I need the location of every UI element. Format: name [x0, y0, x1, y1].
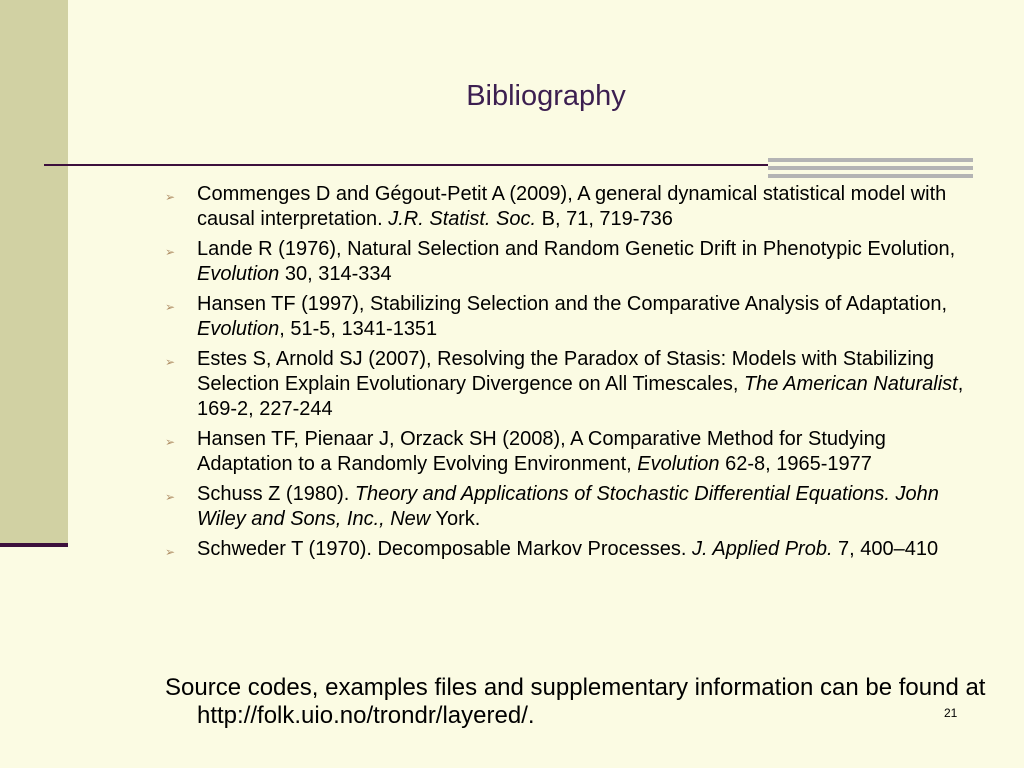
reference-item — [165, 347, 965, 422]
reference-volume: 62-8, 1965-1977 — [719, 453, 872, 475]
arrow-bullet-icon: ➢ — [165, 300, 176, 314]
reference-text: Schweder T (1970). Decomposable Markov Processes. — [197, 538, 693, 560]
title-divider-line — [44, 164, 768, 166]
arrow-bullet-icon: ➢ — [165, 190, 176, 204]
reference-journal: Theory and Applications of Stochastic Differential Equations. John Wiley and Sons, Inc., New — [197, 483, 939, 530]
reference-item — [165, 182, 965, 232]
reference-volume: 7, 400–410 — [832, 538, 939, 560]
reference-volume: , 51-5, 1341-1351 — [279, 318, 438, 340]
left-decorative-band — [0, 0, 68, 546]
reference-text: Lande R (1976), Natural Selection and Random Genetic Drift in Phenotypic Evolution, — [197, 238, 956, 260]
arrow-bullet-icon: ➢ — [165, 355, 176, 369]
reference-journal: Evolution — [197, 318, 280, 340]
reference-volume: , 169-2, 227-244 — [197, 373, 964, 420]
reference-volume: B, 71, 719-736 — [536, 208, 673, 230]
arrow-bullet-icon: ➢ — [165, 245, 176, 259]
reference-text: Estes S, Arnold SJ (2007), Resolving the Paradox of Stasis: Models with Stabilizing Selection Explain Evolutionary Divergence on All Timescales, — [197, 348, 935, 395]
reference-journal: J. Applied Prob. — [692, 538, 833, 560]
slide-title: Bibliography — [466, 80, 626, 112]
reference-volume: York. — [430, 508, 481, 530]
reference-text: Hansen TF, Pienaar J, Orzack SH (2008), A Comparative Method for Studying Adaptation to a Randomly Evolving Environment, — [197, 428, 886, 475]
reference-list — [165, 182, 965, 567]
arrow-bullet-icon: ➢ — [165, 490, 176, 504]
reference-item — [165, 482, 965, 532]
reference-journal: J.R. Statist. Soc. — [388, 208, 537, 230]
reference-journal: Evolution — [197, 263, 280, 285]
reference-text: Commenges D and Gégout-Petit A (2009), A general dynamical statistical model with causal interpretation. — [197, 183, 947, 230]
reference-volume: 30, 314-334 — [279, 263, 392, 285]
reference-text: Hansen TF (1997), Stabilizing Selection and the Comparative Analysis of Adaptation, — [197, 293, 948, 315]
reference-item — [165, 237, 965, 287]
title-divider-stripes — [768, 158, 973, 178]
arrow-bullet-icon: ➢ — [165, 435, 176, 449]
reference-text: Schuss Z (1980). — [197, 483, 355, 505]
source-code-note: Source codes, examples files and supplementary information can be found at http://folk.uio.no/trondr/layered/. — [165, 674, 986, 729]
reference-item — [165, 537, 965, 562]
reference-journal: Evolution — [637, 453, 720, 475]
page-number: 21 — [944, 706, 958, 720]
reference-journal: The American Naturalist — [743, 373, 958, 395]
left-band-underline — [0, 543, 68, 547]
arrow-bullet-icon: ➢ — [165, 545, 176, 559]
reference-item — [165, 292, 965, 342]
reference-item — [165, 427, 965, 477]
